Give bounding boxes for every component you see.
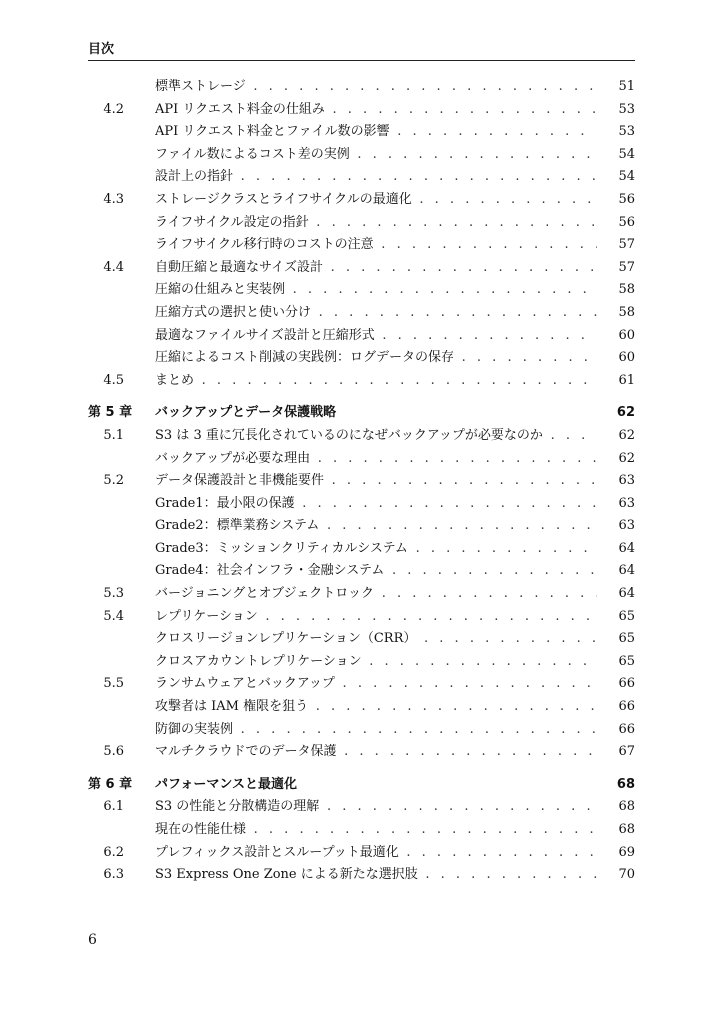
toc-page-number: 69 [612,842,635,865]
toc-title: ファイル数によるコスト差の実例 . . . [155,144,597,167]
toc-entry-row[interactable] [88,538,635,561]
toc-section-number: 5.6 [103,744,124,760]
toc-page-number: 60 [612,347,635,370]
toc-page-number: 58 [612,302,635,325]
toc-page-number: 53 [612,99,635,122]
toc-title: API リクエスト料金の仕組み . . . [155,99,597,122]
toc-title: クロスアカウントレプリケーション . . . [155,651,597,674]
toc-page-number: 66 [612,696,635,719]
toc-title: ストレージクラスとライフサイクルの最適化 . . . [155,189,597,212]
toc-title: 標準ストレージ . . . [155,76,597,99]
toc-page-number: 62 [611,402,635,425]
toc-title: 圧縮によるコスト削減の実践例：ログデータの保存 . . . [155,347,597,370]
toc-page-number: 64 [612,560,635,583]
toc-title: S3 は 3 重に冗長化されているのになぜバックアップが必要なのか . . . [155,425,597,448]
page-number: 6 [88,932,97,948]
toc-entry-row[interactable] [88,796,635,819]
toc-page-number: 53 [612,121,635,144]
toc-page-number: 54 [612,144,635,167]
toc-page-number: 65 [612,651,635,674]
toc-title: 攻撃者は IAM 権限を狙う . . . [155,696,597,719]
toc-title: 防御の実装例 . . . [155,719,597,742]
toc-entry-row[interactable] [88,279,635,302]
toc-title: 設計上の指針 . . . [155,166,597,189]
toc-title: Grade3：ミッションクリティカルシステム . . . [155,538,597,561]
toc-entry-row[interactable] [88,325,635,348]
toc-section-number: 4.3 [103,191,124,207]
toc-entry-row[interactable] [88,234,635,257]
toc-entry-row[interactable] [88,560,635,583]
toc-page-number: 51 [612,76,635,99]
toc-page-number: 70 [612,864,635,887]
table-of-contents [88,76,635,887]
toc-page-number: 54 [612,166,635,189]
toc-section-number: 5.1 [103,427,124,443]
toc-title: データ保護設計と非機能要件 . . . [155,470,597,493]
toc-entry-row[interactable] [88,425,635,448]
toc-page-number: 56 [612,189,635,212]
toc-page-number: 67 [612,741,635,764]
toc-entry-row[interactable] [88,696,635,719]
toc-entry-row[interactable] [88,864,635,887]
toc-entry-row[interactable] [88,347,635,370]
toc-entry-row[interactable] [88,651,635,674]
toc-entry-row[interactable] [88,189,635,212]
toc-title: ライフサイクル設定の指針 . . . [155,212,597,235]
toc-chapter-row[interactable] [88,402,635,425]
toc-entry-row[interactable] [88,606,635,629]
toc-title: バックアップが必要な理由 . . . [155,448,597,471]
toc-page-number: 62 [612,425,635,448]
toc-section-number: 第 5 章 [88,405,133,421]
toc-entry-row[interactable] [88,470,635,493]
toc-entry-row[interactable] [88,448,635,471]
toc-section-number: 5.2 [103,473,124,489]
toc-entry-row[interactable] [88,515,635,538]
toc-title: 現在の性能仕様 . . . [155,819,597,842]
toc-section-number: 5.5 [103,676,124,692]
toc-section-number: 4.5 [103,372,124,388]
toc-entry-row[interactable] [88,76,635,99]
toc-title: Grade4：社会インフラ・金融システム . . . [155,560,597,583]
toc-entry-row[interactable] [88,257,635,280]
toc-title: 最適なファイルサイズ設計と圧縮形式 . . . [155,325,597,348]
toc-page-number: 57 [612,257,635,280]
toc-page-number: 64 [612,538,635,561]
toc-entry-row[interactable] [88,212,635,235]
toc-page-number: 57 [612,234,635,257]
toc-page-number: 62 [612,448,635,471]
toc-entry-row[interactable] [88,99,635,122]
toc-title: バージョニングとオブジェクトロック . . . [155,583,597,606]
toc-title: 圧縮方式の選択と使い分け . . . [155,302,597,325]
toc-title: S3 の性能と分散構造の理解 . . . [155,796,597,819]
toc-title: Grade2：標準業務システム . . . [155,515,597,538]
toc-page-number: 60 [612,325,635,348]
toc-chapter-row[interactable] [88,774,635,797]
toc-page-number: 68 [612,819,635,842]
toc-entry-row[interactable] [88,819,635,842]
toc-entry-row[interactable] [88,493,635,516]
toc-title: ライフサイクル移行時のコストの注意 . . . [155,234,597,257]
toc-section-number: 6.3 [103,867,124,883]
toc-page-number: 63 [612,470,635,493]
toc-page-number: 66 [612,673,635,696]
toc-page-number: 65 [612,606,635,629]
toc-title: クロスリージョンレプリケーション（CRR） . . . [155,628,597,651]
toc-page-number: 58 [612,279,635,302]
toc-page-number: 66 [612,719,635,742]
toc-page-number: 61 [612,370,635,393]
toc-title: マルチクラウドでのデータ保護 . . . [155,741,597,764]
header-title: 目次 [88,42,115,57]
toc-entry-row[interactable] [88,628,635,651]
toc-page-number: 63 [612,493,635,516]
toc-page-number: 65 [612,628,635,651]
toc-section-number: 4.2 [103,101,124,117]
running-header [88,42,635,61]
toc-title: Grade1：最小限の保護 . . . [155,493,597,516]
toc-section-number: 6.1 [103,799,124,815]
toc-entry-row[interactable] [88,842,635,865]
toc-title: 自動圧縮と最適なサイズ設計 . . . [155,257,597,280]
toc-entry-row[interactable] [88,370,635,393]
toc-page-number: 63 [612,515,635,538]
toc-title: バックアップとデータ保護戦略 [155,405,337,421]
toc-title: プレフィックス設計とスループット最適化 . . . [155,842,597,865]
toc-title: S3 Express One Zone による新たな選択肢 . . . [155,864,597,887]
toc-entry-row[interactable] [88,719,635,742]
toc-page-number: 56 [612,212,635,235]
toc-entry-row[interactable] [88,673,635,696]
toc-section-number: 5.4 [103,608,124,624]
toc-entry-row[interactable] [88,166,635,189]
toc-title: ランサムウェアとバックアップ . . . [155,673,597,696]
toc-section-number: 4.4 [103,259,124,275]
toc-entry-row[interactable] [88,144,635,167]
toc-title: API リクエスト料金とファイル数の影響 . . . [155,121,597,144]
toc-page-number: 68 [611,774,635,797]
toc-entry-row[interactable] [88,302,635,325]
toc-title: レプリケーション . . . [155,606,597,629]
toc-page-number: 64 [612,583,635,606]
toc-entry-row[interactable] [88,583,635,606]
toc-entry-row[interactable] [88,741,635,764]
toc-section-number: 第 6 章 [88,776,133,792]
toc-section-number: 6.2 [103,844,124,860]
toc-entry-row[interactable] [88,121,635,144]
toc-title: 圧縮の仕組みと実装例 . . . [155,279,597,302]
toc-page-number: 68 [612,796,635,819]
toc-section-number: 5.3 [103,586,124,602]
toc-title: パフォーマンスと最適化 [155,776,297,792]
toc-title: まとめ . . . [155,370,597,393]
